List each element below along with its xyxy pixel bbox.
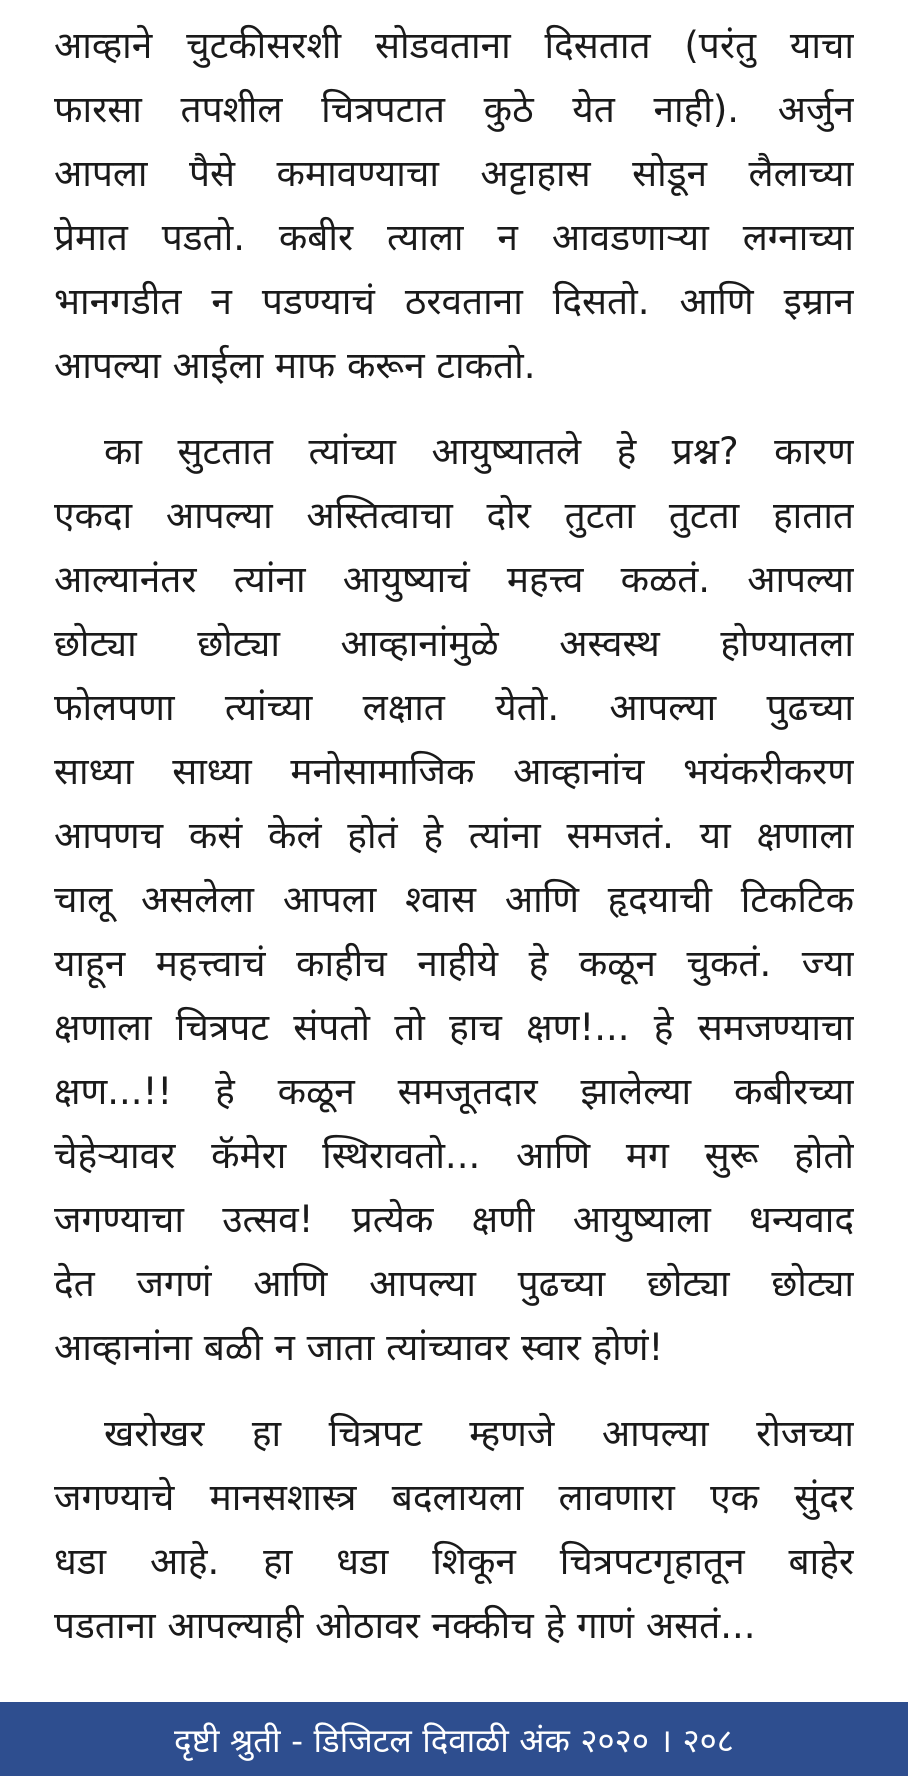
text-line: याहून महत्त्वाचं काहीच नाहीये हे कळून चुकतं. ज्या xyxy=(54,942,854,985)
paragraph-3 xyxy=(54,1402,854,1658)
text-line: क्षण...!! हे कळून समजूतदार झालेल्या कबीरच्या xyxy=(54,1070,854,1113)
text-line: का सुटतात त्यांच्या आयुष्यातले हे प्रश्न? कारण xyxy=(104,430,854,473)
text-line: क्षणाला चित्रपट संपतो तो हाच क्षण!... हे समजण्याचा xyxy=(54,1006,854,1049)
text-line: जगण्याचा उत्सव! प्रत्येक क्षणी आयुष्याला धन्यवाद xyxy=(54,1198,854,1241)
text-line: आपला पैसे कमावण्याचा अट्टाहास सोडून लैलाच्या xyxy=(54,152,854,195)
text-line: भानगडीत न पडण्याचं ठरवताना दिसतो. आणि इम्रान xyxy=(54,280,854,323)
text-line: प्रेमात पडतो. कबीर त्याला न आवडणाऱ्या लग्नाच्या xyxy=(54,216,854,259)
text-line: धडा आहे. हा धडा शिकून चित्रपटगृहातून बाहेर xyxy=(54,1540,854,1583)
footer-text: दृष्टी श्रुती - डिजिटल दिवाळी अंक २०२० । २०८ xyxy=(174,1720,734,1760)
text-line: एकदा आपल्या अस्तित्वाचा दोर तुटता तुटता हातात xyxy=(54,494,854,537)
text-line: आव्हाने चुटकीसरशी सोडवताना दिसतात (परंतु याचा xyxy=(54,24,854,67)
text-line: आव्हानांना बळी न जाता त्यांच्यावर स्वार होणं! xyxy=(54,1326,664,1369)
article-body xyxy=(54,14,854,1680)
paragraph-1 xyxy=(54,14,854,398)
text-line: पडताना आपल्याही ओठावर नक्कीच हे गाणं असतं... xyxy=(54,1604,756,1647)
text-line: देत जगणं आणि आपल्या पुढच्या छोट्या छोट्या xyxy=(54,1262,854,1305)
page-footer xyxy=(0,1702,908,1776)
text-line: चालू असलेला आपला श्वास आणि हृदयाची टिकटिक xyxy=(54,878,854,921)
text-line: चेहेऱ्यावर कॅमेरा स्थिरावतो... आणि मग सुरू होतो xyxy=(54,1134,854,1177)
text-line: जगण्याचे मानसशास्त्र बदलायला लावणारा एक सुंदर xyxy=(54,1476,854,1519)
text-line: खरोखर हा चित्रपट म्हणजे आपल्या रोजच्या xyxy=(104,1412,854,1455)
text-line: साध्या साध्या मनोसामाजिक आव्हानांच भयंकरीकरण xyxy=(54,750,854,793)
text-line: आल्यानंतर त्यांना आयुष्याचं महत्त्व कळतं. आपल्या xyxy=(54,558,854,601)
text-line: छोट्या छोट्या आव्हानांमुळे अस्वस्थ होण्यातला xyxy=(54,622,854,665)
text-line: फोलपणा त्यांच्या लक्षात येतो. आपल्या पुढच्या xyxy=(54,686,854,729)
paragraph-2 xyxy=(54,420,854,1380)
text-line: आपणच कसं केलं होतं हे त्यांना समजतं. या क्षणाला xyxy=(54,814,854,857)
text-line: फारसा तपशील चित्रपटात कुठे येत नाही). अर्जुन xyxy=(54,88,854,131)
text-line: आपल्या आईला माफ करून टाकतो. xyxy=(54,344,536,387)
